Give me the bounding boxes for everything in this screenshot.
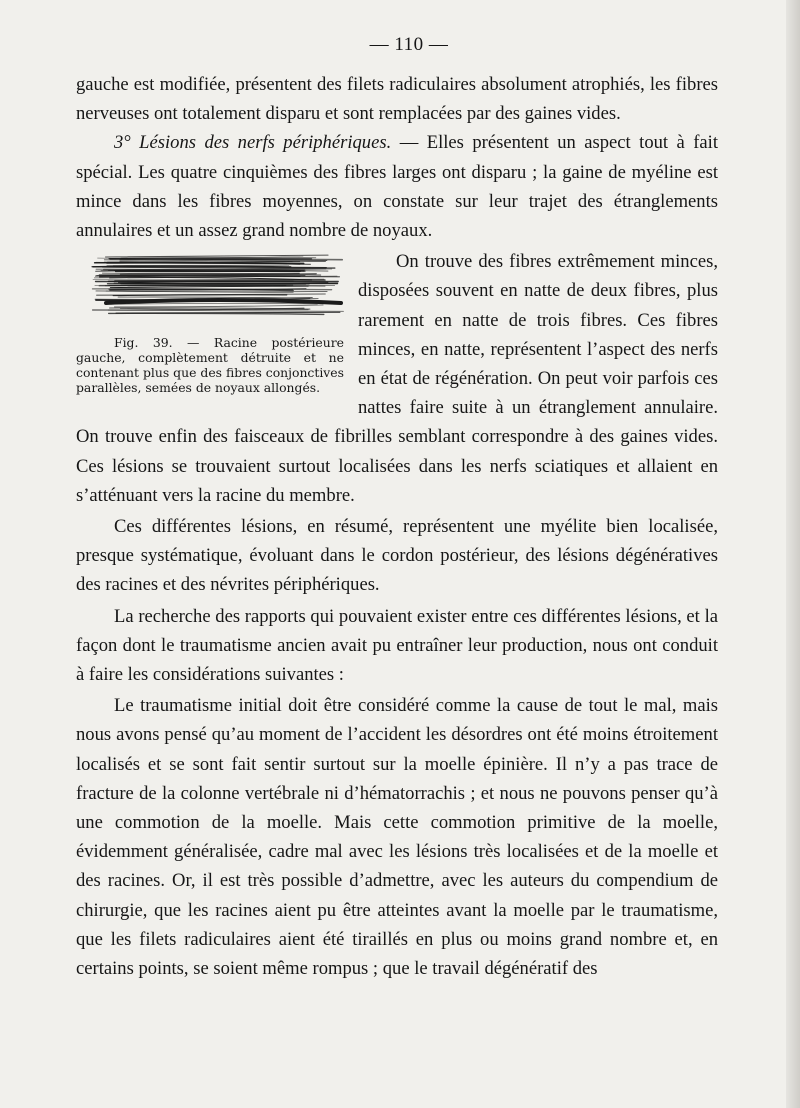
- figure-39: [76, 253, 344, 395]
- book-page: [76, 34, 718, 983]
- fibre-stroke: [113, 295, 287, 296]
- fibre-stroke: [109, 314, 324, 315]
- fibre-stroke: [110, 304, 317, 305]
- figure-caption-text: — Racine postérieure gauche, complètement détruite et ne contenant plus que des fibres conjonctives parallèles, semées de noyaux allongés.: [76, 335, 344, 396]
- paragraph-6: Le traumatisme initial doit être considéré comme la cause de tout le mal, mais nous avons pensé qu’au moment de l’accident les désordres ont été moins étroitement localisés et se sont fait sentir surtout sur la moelle épinière. Il n’y a pas trace de fracture de la colonne vertébrale ni d’hématorrachis ; et nous ne pouvons penser qu’à une commotion de la moelle. Mais cette commotion primitive de la moelle, évidemment généralisée, cadre mal avec les lésions très localisées et de la moelle et des racines. Or, il est très possible d’admettre, avec les auteurs du compendium de chirurgie, que les racines aient pu être atteintes avant la moelle par le traumatisme, que les filets radiculaires aient été tiraillés en plus ou moins grand nombre et, en certains points, se soient même rompus ; que le travail dégénératif des: [76, 695, 718, 980]
- fibre-stroke: [106, 255, 329, 257]
- paragraph-3-wrapper: [76, 247, 718, 510]
- nerve-root-illustration: [86, 253, 348, 321]
- fibre-stroke: [116, 312, 340, 313]
- paragraph-2: [76, 128, 718, 245]
- paragraph-4: Ces différentes lésions, en résumé, représentent une myélite bien localisée, presque systématique, évoluant dans le cordon postérieur, des lésions dégénératives des racines et des névrites périphériques.: [76, 516, 718, 596]
- paragraph-5: La recherche des rapports qui pouvaient exister entre ces différentes lésions, et la façon dont le traumatisme ancien avait pu entraîner leur production, nous ont conduit à faire les considérations suivantes :: [76, 605, 718, 686]
- figure-label: Fig. 39.: [114, 335, 173, 351]
- fibre-band: [106, 300, 341, 303]
- page-number: — 110 —: [369, 34, 449, 55]
- section-heading: 3° Lésions des nerfs périphériques.: [114, 132, 392, 154]
- fibre-stroke: [107, 283, 337, 284]
- page-edge-shadow: [786, 0, 800, 1108]
- fibre-stroke: [114, 305, 323, 307]
- paragraph-2-body: — Elles présentent un aspect tout à fait spécial. Les quatre cinquièmes des fibres larges ont disparu ; la gaine de myéline est mince dans les fibres moyennes, on constate sur leur trajet des étranglements annulaires et un assez grand nombre de noyaux.: [76, 132, 718, 242]
- figure-caption: [76, 335, 344, 395]
- paragraph-1: gauche est modifiée, présentent des filets radiculaires absolument atrophiés, les fibres nerveuses ont totalement disparu et sont remplacées par des gaines vides.: [76, 74, 718, 125]
- paragraph-3: On trouve des fibres extrêmement minces, disposées souvent en natte de deux fibres, plus rarement en natte de trois fibres. Ces fibres minces, en natte, représentent l’aspect des nerfs en état de régénération. On peut voir parfois ces nattes faire suite à un étranglement annulaire. On trouve enfin des faisceaux de fibrilles semblant correspondre à des gaines vides. Ces lésions se trouvaient surtout localisées dans les nerfs sciatiques et allaient en s’atténuant vers la racine du membre.: [76, 251, 718, 506]
- fibre-stroke: [118, 282, 327, 283]
